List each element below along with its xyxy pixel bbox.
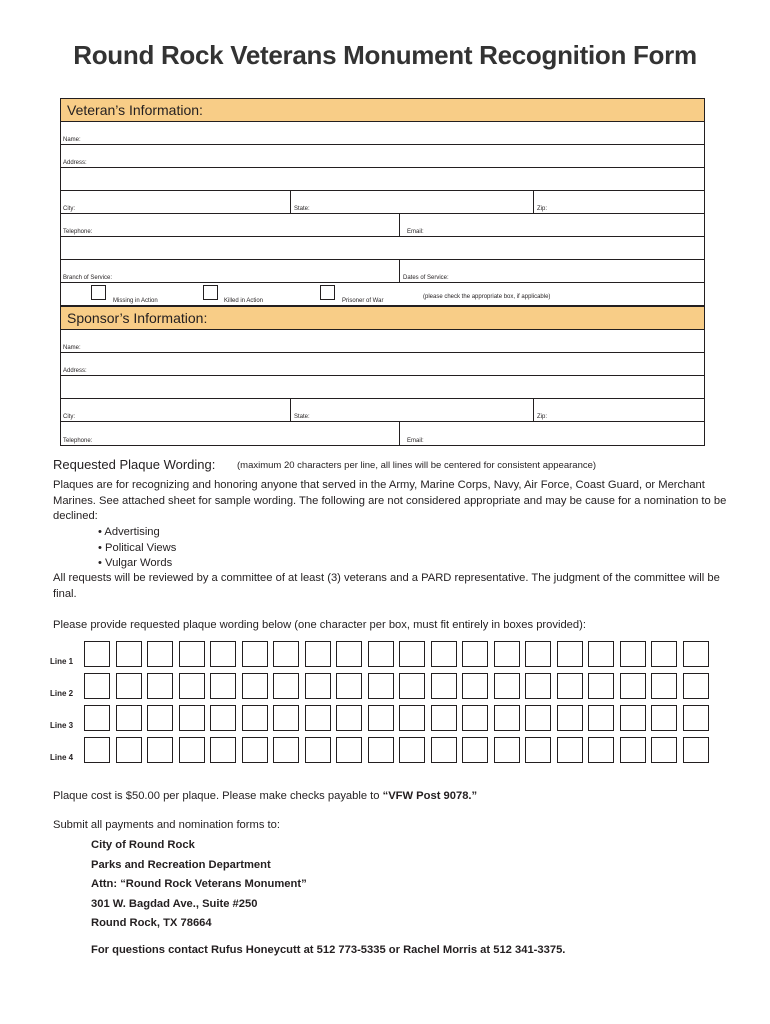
- character-box[interactable]: [84, 673, 110, 699]
- character-box[interactable]: [147, 673, 173, 699]
- plaque-line-label: Line 3: [50, 721, 74, 730]
- information-form: [60, 98, 705, 446]
- character-box[interactable]: [305, 737, 331, 763]
- character-box[interactable]: [431, 673, 457, 699]
- divider: [399, 422, 400, 445]
- character-box[interactable]: [273, 705, 299, 731]
- veteran-address-field[interactable]: [61, 145, 704, 168]
- character-box[interactable]: [651, 673, 677, 699]
- character-box[interactable]: [273, 673, 299, 699]
- veteran-phone-email-row: [61, 214, 704, 237]
- character-box[interactable]: [84, 737, 110, 763]
- character-box[interactable]: [588, 673, 614, 699]
- plaque-line-row: [50, 705, 710, 735]
- character-box[interactable]: [336, 737, 362, 763]
- character-box[interactable]: [305, 673, 331, 699]
- character-box[interactable]: [368, 641, 394, 667]
- plaque-line-row: [50, 737, 710, 767]
- sponsor-phone-email-row: [61, 422, 704, 445]
- character-box[interactable]: [557, 737, 583, 763]
- declined-list: [98, 525, 176, 572]
- character-box[interactable]: [305, 641, 331, 667]
- character-box[interactable]: [588, 705, 614, 731]
- veteran-city-state-zip-row: [61, 191, 704, 214]
- character-box[interactable]: [557, 641, 583, 667]
- veteran-email-label: Email:: [407, 229, 424, 235]
- character-box[interactable]: [525, 737, 551, 763]
- sponsor-city-state-zip-row: [61, 399, 704, 422]
- form-title: Round Rock Veterans Monument Recognition Form: [73, 40, 697, 70]
- character-box[interactable]: [651, 641, 677, 667]
- character-box[interactable]: [494, 673, 520, 699]
- character-box[interactable]: [620, 705, 646, 731]
- character-box[interactable]: [620, 641, 646, 667]
- plaque-line-label: Line 1: [50, 657, 74, 666]
- character-box[interactable]: [179, 705, 205, 731]
- veteran-state-label: State:: [294, 206, 310, 212]
- character-box[interactable]: [462, 737, 488, 763]
- character-box[interactable]: [116, 641, 142, 667]
- character-box[interactable]: [620, 673, 646, 699]
- plaque-cost: [53, 789, 477, 805]
- character-box[interactable]: [84, 705, 110, 731]
- missing-in-action-checkbox[interactable]: [91, 285, 106, 300]
- character-box[interactable]: [210, 737, 236, 763]
- divider: [533, 399, 534, 421]
- character-box[interactable]: [588, 641, 614, 667]
- dates-of-service-label: Dates of Service:: [403, 275, 449, 281]
- character-box[interactable]: [431, 737, 457, 763]
- list-item: • Political Views: [98, 541, 177, 554]
- character-box[interactable]: [242, 705, 268, 731]
- character-box[interactable]: [588, 737, 614, 763]
- divider: [399, 260, 400, 282]
- character-box[interactable]: [242, 673, 268, 699]
- character-box[interactable]: [336, 673, 362, 699]
- plaque-wording-title: Requested Plaque Wording:: [53, 457, 216, 472]
- character-box[interactable]: [557, 673, 583, 699]
- character-box[interactable]: [273, 641, 299, 667]
- address-line: Round Rock, TX 78664: [91, 917, 212, 930]
- address-line: Attn: “Round Rock Veterans Monument”: [91, 878, 307, 891]
- character-box[interactable]: [147, 737, 173, 763]
- veteran-zip-label: Zip:: [537, 206, 548, 212]
- veteran-blank-row[interactable]: [61, 237, 704, 260]
- address-line: City of Round Rock: [91, 839, 195, 851]
- character-box[interactable]: [525, 673, 551, 699]
- character-box[interactable]: [494, 737, 520, 763]
- plaque-line-row: [50, 641, 710, 671]
- wording-instruction: Please provide requested plaque wording below (one character per box, must fit entirely in boxes provided):: [53, 619, 586, 631]
- veteran-telephone-label: Telephone:: [63, 229, 93, 235]
- character-box[interactable]: [399, 705, 425, 731]
- divider: [290, 191, 291, 213]
- character-box[interactable]: [683, 705, 709, 731]
- character-box[interactable]: [399, 737, 425, 763]
- divider: [399, 214, 400, 236]
- character-box[interactable]: [462, 705, 488, 731]
- character-box[interactable]: [431, 641, 457, 667]
- character-box[interactable]: [620, 737, 646, 763]
- character-box[interactable]: [336, 641, 362, 667]
- address-line: 301 W. Bagdad Ave., Suite #250: [91, 897, 258, 910]
- prisoner-of-war-label: Prisoner of War: [342, 298, 384, 304]
- divider: [533, 191, 534, 213]
- plaque-line-label: Line 4: [50, 753, 74, 762]
- character-box[interactable]: [557, 705, 583, 731]
- plaque-cost-text: Plaque cost is $50.00 per plaque. Please make checks payable to: [53, 790, 383, 802]
- sponsor-name-label: Name:: [63, 345, 81, 351]
- character-box[interactable]: [683, 737, 709, 763]
- payee: “VFW Post 9078.”: [382, 790, 478, 802]
- character-box[interactable]: [147, 641, 173, 667]
- character-box[interactable]: [525, 641, 551, 667]
- character-box[interactable]: [210, 641, 236, 667]
- address-line: Parks and Recreation Department: [91, 858, 271, 871]
- character-box[interactable]: [494, 641, 520, 667]
- character-box[interactable]: [462, 673, 488, 699]
- character-box[interactable]: [305, 705, 331, 731]
- check-note: (please check the appropriate box, if applicable): [423, 294, 551, 300]
- veteran-status-row: [61, 283, 704, 306]
- character-box[interactable]: [651, 737, 677, 763]
- character-box[interactable]: [368, 737, 394, 763]
- character-box[interactable]: [683, 641, 709, 667]
- character-box[interactable]: [84, 641, 110, 667]
- contact-info: For questions contact Rufus Honeycutt at 512 773-5335 or Rachel Morris at 512 341-3375.: [91, 944, 566, 956]
- prisoner-of-war-checkbox[interactable]: [320, 285, 335, 300]
- character-box[interactable]: [242, 737, 268, 763]
- character-box[interactable]: [179, 737, 205, 763]
- character-box[interactable]: [210, 705, 236, 731]
- character-box[interactable]: [116, 705, 142, 731]
- sponsor-address-line2-field[interactable]: [61, 376, 704, 399]
- mailing-address: [91, 836, 307, 934]
- sponsor-name-field[interactable]: [61, 330, 704, 353]
- list-item: • Advertising: [98, 526, 160, 538]
- sponsor-email-label: Email:: [407, 438, 424, 444]
- sponsor-section-header: Sponsor’s Information:: [61, 306, 704, 330]
- plaque-wording-note: (maximum 20 characters per line, all lines will be centered for consistent appearance): [237, 460, 597, 471]
- sponsor-city-label: City:: [63, 414, 75, 420]
- character-box[interactable]: [179, 641, 205, 667]
- character-box[interactable]: [179, 673, 205, 699]
- killed-in-action-label: Killed in Action: [224, 298, 264, 304]
- character-box[interactable]: [147, 705, 173, 731]
- veteran-section-header: Veteran’s Information:: [61, 99, 704, 122]
- sponsor-address-label: Address:: [63, 368, 87, 374]
- sponsor-address-field[interactable]: [61, 353, 704, 376]
- submit-intro: Submit all payments and nomination forms to:: [53, 819, 280, 831]
- plaque-line-label: Line 2: [50, 689, 74, 698]
- veteran-branch-dates-row: [61, 260, 704, 283]
- character-box[interactable]: [368, 673, 394, 699]
- plaque-line-row: [50, 673, 710, 703]
- plaque-description: Plaques are for recognizing and honoring anyone that served in the Army, Marine Corps, Navy, Air Force, Coast Guard, or Merchant Marines. See attached sheet for sample wording. The following are not considered appropriate and may be cause for a nomination to be declined:: [53, 479, 727, 522]
- character-box[interactable]: [651, 705, 677, 731]
- killed-in-action-checkbox[interactable]: [203, 285, 218, 300]
- review-paragraph: All requests will be reviewed by a committee of at least (3) veterans and a PARD representative. The judgment of the committee will be final.: [53, 572, 720, 600]
- veteran-address-label: Address:: [63, 160, 87, 166]
- character-box[interactable]: [336, 705, 362, 731]
- veteran-name-label: Name:: [63, 137, 81, 143]
- character-box[interactable]: [242, 641, 268, 667]
- character-box[interactable]: [494, 705, 520, 731]
- sponsor-state-label: State:: [294, 414, 310, 420]
- character-box[interactable]: [399, 641, 425, 667]
- veteran-address-line2-field[interactable]: [61, 168, 704, 191]
- character-box[interactable]: [368, 705, 394, 731]
- character-box[interactable]: [116, 673, 142, 699]
- list-item: • Vulgar Words: [98, 557, 173, 569]
- character-box[interactable]: [683, 673, 709, 699]
- branch-of-service-label: Branch of Service:: [63, 275, 113, 281]
- veteran-name-field[interactable]: [61, 122, 704, 145]
- character-box[interactable]: [116, 737, 142, 763]
- character-box[interactable]: [210, 673, 236, 699]
- sponsor-zip-label: Zip:: [537, 414, 548, 420]
- character-box[interactable]: [525, 705, 551, 731]
- character-box[interactable]: [273, 737, 299, 763]
- missing-in-action-label: Missing in Action: [113, 298, 158, 304]
- sponsor-telephone-label: Telephone:: [63, 438, 93, 444]
- character-box[interactable]: [462, 641, 488, 667]
- divider: [290, 399, 291, 421]
- veteran-city-label: City:: [63, 206, 75, 212]
- character-box[interactable]: [399, 673, 425, 699]
- character-box[interactable]: [431, 705, 457, 731]
